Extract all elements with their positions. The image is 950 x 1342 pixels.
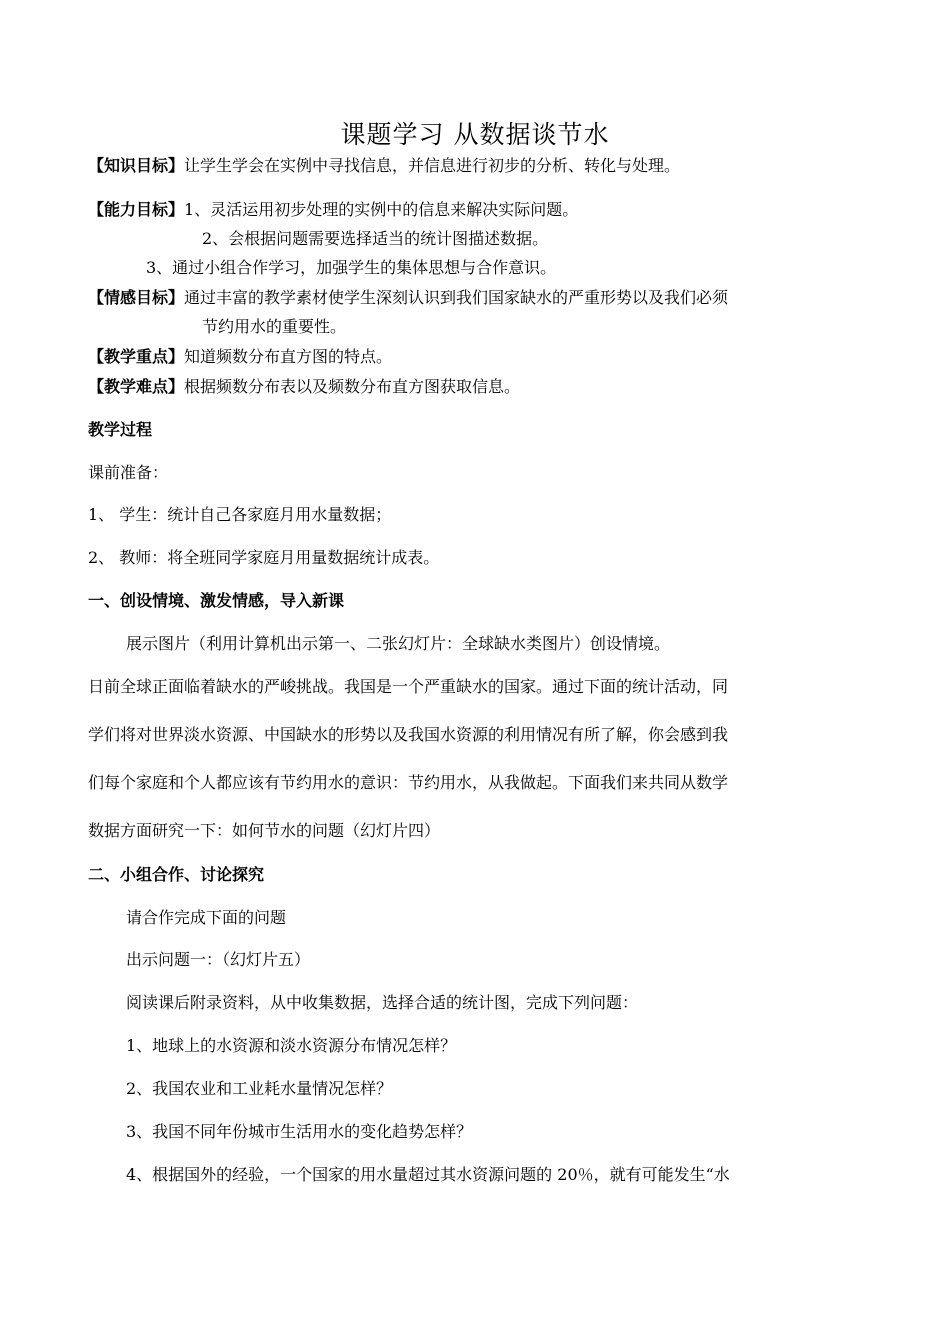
- question-item-2: 2、我国农业和工业耗水量情况怎样？: [126, 1079, 393, 1098]
- section-1-paragraph-2-line-3: 们每个家庭和个人都应该有节约用水的意识：节约用水，从我做起。下面我们来共同从数学: [88, 773, 729, 792]
- ability-objective-tag: 【能力目标】: [88, 200, 185, 219]
- emotion-objective-line-2: 节约用水的重要性。: [202, 317, 347, 336]
- question-item-4: 4、根据国外的经验，一个国家的用水量超过其水资源问题的 20％，就有可能发生“水: [126, 1165, 730, 1184]
- teaching-key-point: [88, 345, 392, 369]
- section-1-paragraph-2-line-2: 学们将对世界淡水资源、中国缺水的形势以及我国水资源的利用情况有所了解，你会感到我: [88, 725, 729, 744]
- teaching-difficulty-text: 根据频数分布表以及频数分布直方图获取信息。: [184, 377, 521, 396]
- question-1-label: 出示问题一：（幻灯片五）: [126, 950, 311, 969]
- section-1-paragraph-1: 展示图片（利用计算机出示第一、二张幻灯片：全球缺水类图片）创设情境。: [126, 634, 671, 653]
- question-instruction: 阅读课后附录资料，从中收集数据，选择合适的统计图，完成下列问题：: [126, 993, 639, 1012]
- question-item-3: 3、我国不同年份城市生活用水的变化趋势怎样？: [126, 1122, 473, 1141]
- teaching-difficulty: [88, 375, 520, 399]
- document-title: 课题学习 从数据谈节水: [340, 120, 610, 149]
- question-item-1: 1、地球上的水资源和淡水资源分布情况怎样？: [126, 1036, 457, 1055]
- knowledge-objective-text: 让学生学会在实例中寻找信息，并信息进行初步的分析、转化与处理。: [184, 156, 681, 175]
- ability-objective-item-1: 1、灵活运用初步处理的实例中的信息来解决实际问题。: [184, 200, 579, 219]
- emotion-objective: [88, 286, 728, 310]
- ability-objective-item-3: 3、通过小组合作学习，加强学生的集体思想与合作意识。: [146, 258, 557, 277]
- preparation-label: 课前准备：: [88, 463, 169, 482]
- knowledge-objective: [88, 154, 680, 178]
- teaching-difficulty-tag: 【教学难点】: [88, 377, 185, 396]
- teaching-process-heading: 教学过程: [88, 420, 153, 439]
- ability-objective: [88, 198, 578, 222]
- teaching-key-point-tag: 【教学重点】: [88, 347, 185, 366]
- section-2-heading: 二、小组合作、讨论探究: [88, 865, 265, 884]
- emotion-objective-tag: 【情感目标】: [88, 288, 185, 307]
- section-1-paragraph-2-line-4: 数据方面研究一下：如何节水的问题（幻灯片四）: [88, 821, 441, 840]
- preparation-item-2: 2、 教师：将全班同学家庭月用量数据统计成表。: [88, 548, 440, 567]
- section-1-heading: 一、创设情境、激发情感，导入新课: [88, 591, 345, 610]
- knowledge-objective-tag: 【知识目标】: [88, 156, 185, 175]
- teaching-key-point-text: 知道频数分布直方图的特点。: [184, 347, 393, 366]
- section-1-paragraph-2-line-1: 日前全球正面临着缺水的严峻挑战。我国是一个严重缺水的国家。通过下面的统计活动，同: [88, 677, 729, 696]
- preparation-item-1: 1、 学生：统计自己各家庭月用水量数据；: [88, 505, 392, 524]
- ability-objective-item-2: 2、会根据问题需要选择适当的统计图描述数据。: [202, 229, 549, 248]
- section-2-intro: 请合作完成下面的问题: [126, 908, 287, 927]
- emotion-objective-line-1: 通过丰富的教学素材使学生深刻认识到我们国家缺水的严重形势以及我们必须: [184, 288, 729, 307]
